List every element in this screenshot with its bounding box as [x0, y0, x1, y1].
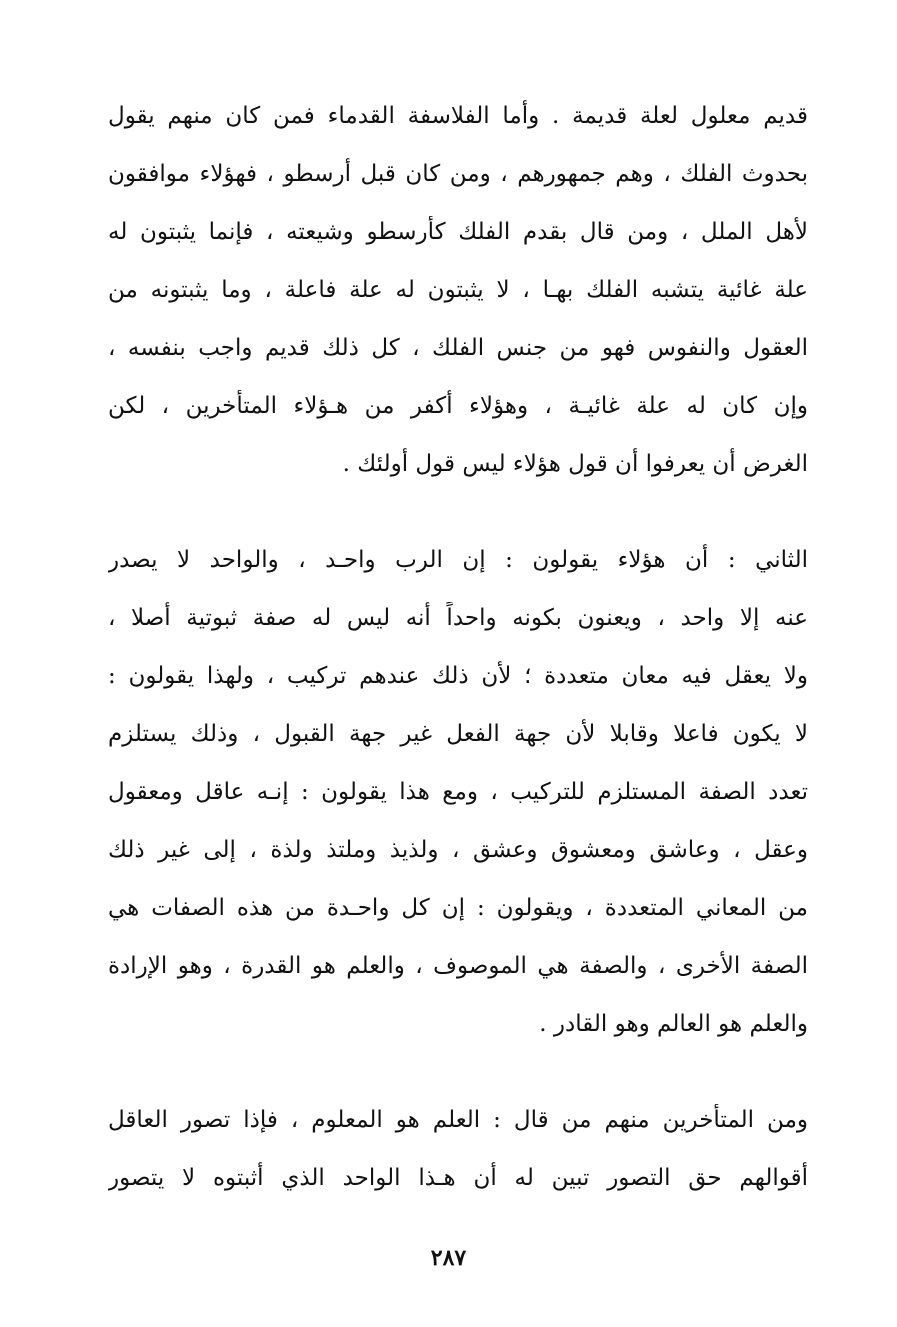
paragraph-2-line-4: لا يكون فاعلا وقابلا لأن جهة الفعل غير جهة القبول ، وذلك يستلزم: [108, 721, 808, 747]
paragraph-2-line-9: والعلم هو العالم وهو القادر .: [539, 1011, 808, 1037]
page-number: ٢٨٧: [430, 1245, 467, 1271]
paragraph-2-line-8: الصفة الأخرى ، والصفة هي الموصوف ، والعلم هو القدرة ، وهو الإرادة: [108, 953, 808, 979]
paragraph-1-line-5: العقول والنفوس فهو من جنس الفلك ، كل ذلك قديم واجب بنفسه ،: [108, 335, 808, 361]
paragraph-2-line-7: من المعاني المتعددة ، ويقولون : إن كل واحـدة من هذه الصفات هي: [108, 895, 808, 921]
paragraph-2-line-2: عنه إلا واحد ، ويعنون بكونه واحداً أنه ليس له صفة ثبوتية أصلا ،: [108, 605, 808, 631]
paragraph-3-line-2: أقوالهم حق التصور تبين له أن هـذا الواحد الذي أثبتوه لا يتصور: [108, 1165, 808, 1191]
paragraph-2-line-5: تعدد الصفة المستلزم للتركيب ، ومع هذا يقولون : إنـه عاقل ومعقول: [108, 779, 808, 805]
paragraph-2-line-3: ولا يعقل فيه معان متعددة ؛ لأن ذلك عندهم تركيب ، ولهذا يقولون :: [108, 663, 808, 689]
paragraph-1-line-3: لأهل الملل ، ومن قال بقدم الفلك كأرسطو وشيعته ، فإنما يثبتون له: [108, 219, 808, 245]
paragraph-1-line-6: وإن كان له علة غائيـة ، وهؤلاء أكفر من هـؤلاء المتأخرين ، لكن: [108, 393, 808, 419]
paragraph-1-line-2: بحدوث الفلك ، وهم جمهورهم ، ومن كان قبل أرسطو ، فهؤلاء موافقون: [108, 161, 808, 187]
paragraph-1-line-1: قديم معلول لعلة قديمة . وأما الفلاسفة القدماء فمن كان منهم يقول: [108, 103, 808, 129]
paragraph-3-line-1: ومن المتأخرين منهم من قال : العلم هو المعلوم ، فإذا تصور العاقل: [108, 1107, 808, 1133]
paragraph-1-line-4: علة غائية يتشبه الفلك بهـا ، لا يثبتون له علة فاعلة ، وما يثبتونه من: [108, 277, 808, 303]
paragraph-1-line-7: الغرض أن يعرفوا أن قول هؤلاء ليس قول أولئك .: [342, 451, 808, 477]
paragraph-2-line-6: وعقل ، وعاشق ومعشوق وعشق ، ولذيذ وملتذ ولذة ، إلى غير ذلك: [108, 837, 808, 863]
paragraph-2-line-1: الثاني : أن هؤلاء يقولون : إن الرب واحـد ، والواحد لا يصدر: [108, 547, 808, 573]
